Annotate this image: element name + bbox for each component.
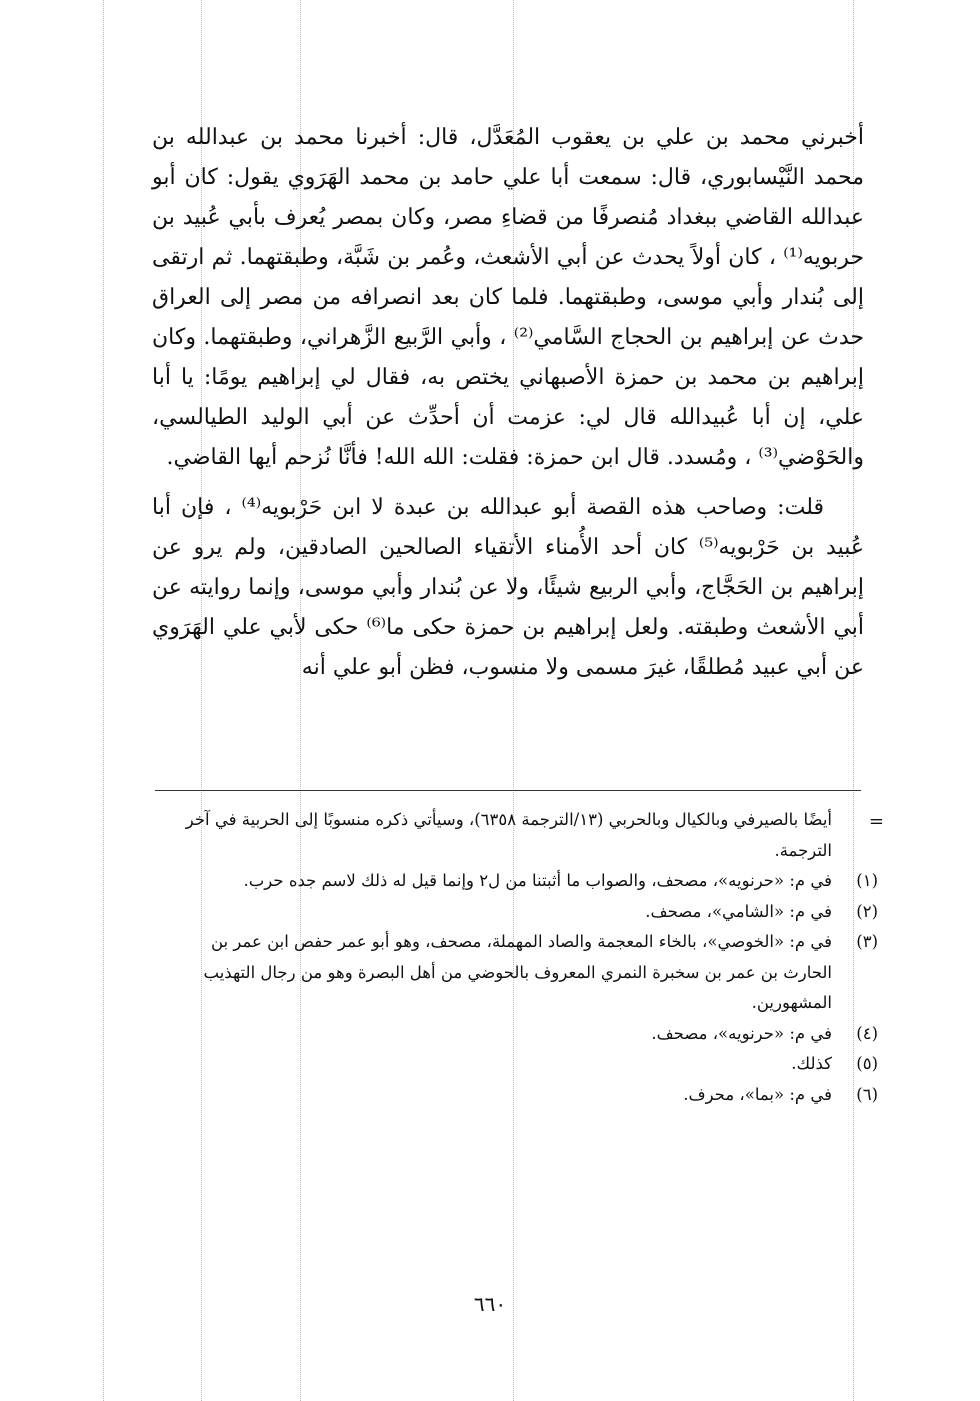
footnote-item bbox=[158, 927, 878, 1019]
footnote-text: في م: «الشامي»، مصحف. bbox=[645, 901, 832, 921]
footnote-item bbox=[158, 866, 878, 897]
footnote-text: في م: «حرنويه»، مصحف. bbox=[651, 1023, 832, 1043]
footnote-separator bbox=[155, 790, 861, 791]
footnote-text: في م: «بما»، محرف. bbox=[683, 1084, 832, 1104]
footnote-item bbox=[158, 1019, 878, 1050]
footnote-text: في م: «الخوصي»، بالخاء المعجمة والصاد المهملة، مصحف، وهو أبو عمر حفص ابن عمر بن الحارث بن عمر بن سخبرة النمري المعروف بالحوضي من أهل البصرة وهو من رجال التهذيب المشهورين. bbox=[203, 932, 832, 1012]
main-text bbox=[152, 118, 864, 688]
footnote-number: (٦) bbox=[856, 1084, 878, 1104]
footnotes bbox=[158, 805, 884, 1110]
footnote-number: (٥) bbox=[856, 1054, 878, 1073]
footnote-item bbox=[158, 1049, 878, 1080]
continuation-marker: = bbox=[868, 811, 884, 832]
margin-guide-line bbox=[103, 0, 104, 1401]
page-number: ٦٦٠ bbox=[473, 1292, 507, 1316]
footnote-continuation-text: أيضًا بالصيرفي وبالكيال وبالحربي (١٣/الترجمة ٦٣٥٨)، وسيأتي ذكره منسوبًا إلى الحربية في آخر الترجمة. bbox=[185, 810, 832, 860]
footnote-text: كذلك. bbox=[791, 1054, 832, 1073]
footnote-number: (٤) bbox=[856, 1023, 878, 1043]
paragraph-narration: أخبرني محمد بن علي بن يعقوب المُعَدَّل، قال: أخبرنا محمد بن عبدالله بن محمد النَّيْسابوري، قال: سمعت أبا علي حامد بن محمد الهَرَوي يقول: كان أبو عبدالله القاضي ببغداد مُنصرفًا من قضاءِ مصر، وكان بمصر يُعرف بأبي عُبيد بن حربويه⁽¹⁾ ، كان أولاً يحدث عن أبي الأشعث، وعُمر بن شَبَّة، وطبقتهما. ثم ارتقى إلى بُندار وأبي موسى، وطبقتهما. فلما كان بعد انصرافه من مصر إلى العراق حدث عن إبراهيم بن الحجاج السَّامي⁽²⁾ ، وأبي الرَّبيع الزَّهراني، وطبقتهما. وكان إبراهيم بن محمد بن حمزة الأصبهاني يختص به، فقال لي إبراهيم يومًا: يا أبا علي، إن أبا عُبيدالله قال لي: عزمت أن أحدِّث عن أبي الوليد الطيالسي، والحَوْضي⁽³⁾ ، ومُسدد. قال ابن حمزة: فقلت: الله الله! فأنَّا نُزحم أيها القاضي. bbox=[152, 125, 864, 470]
footnote-number: (١) bbox=[856, 871, 878, 890]
footnote-item bbox=[158, 897, 878, 928]
footnote-number: (٣) bbox=[856, 932, 878, 951]
footnote-number: (٢) bbox=[856, 901, 878, 921]
footnote-item bbox=[158, 1080, 878, 1111]
paragraph-commentary: قلت: وصاحب هذه القصة أبو عبدالله بن عبدة لا ابن حَرْبويه⁽⁴⁾ ، فإن أبا عُبيد بن حَرْبويه⁽⁵⁾ كان أحد الأُمناء الأتقياء الصالحين الصادقين، ولم يرو عن إبراهيم بن الحَجَّاج، وأبي الربيع شيئًا، ولا عن بُندار وأبي موسى، وإنما روايته عن أبي الأشعث وطبقته. ولعل إبراهيم بن حمزة حكى ما⁽⁶⁾ حكى لأبي علي الهَرَوي عن أبي عبيد مُطلقًا، غيرَ مسمى ولا منسوب، فظن أبو علي أنه bbox=[152, 495, 864, 680]
footnote-text: في م: «حرنويه»، مصحف، والصواب ما أثبتنا من ل٢ وإنما قيل له ذلك لاسم جده حرب. bbox=[243, 871, 832, 890]
footnote-continuation bbox=[158, 805, 884, 866]
